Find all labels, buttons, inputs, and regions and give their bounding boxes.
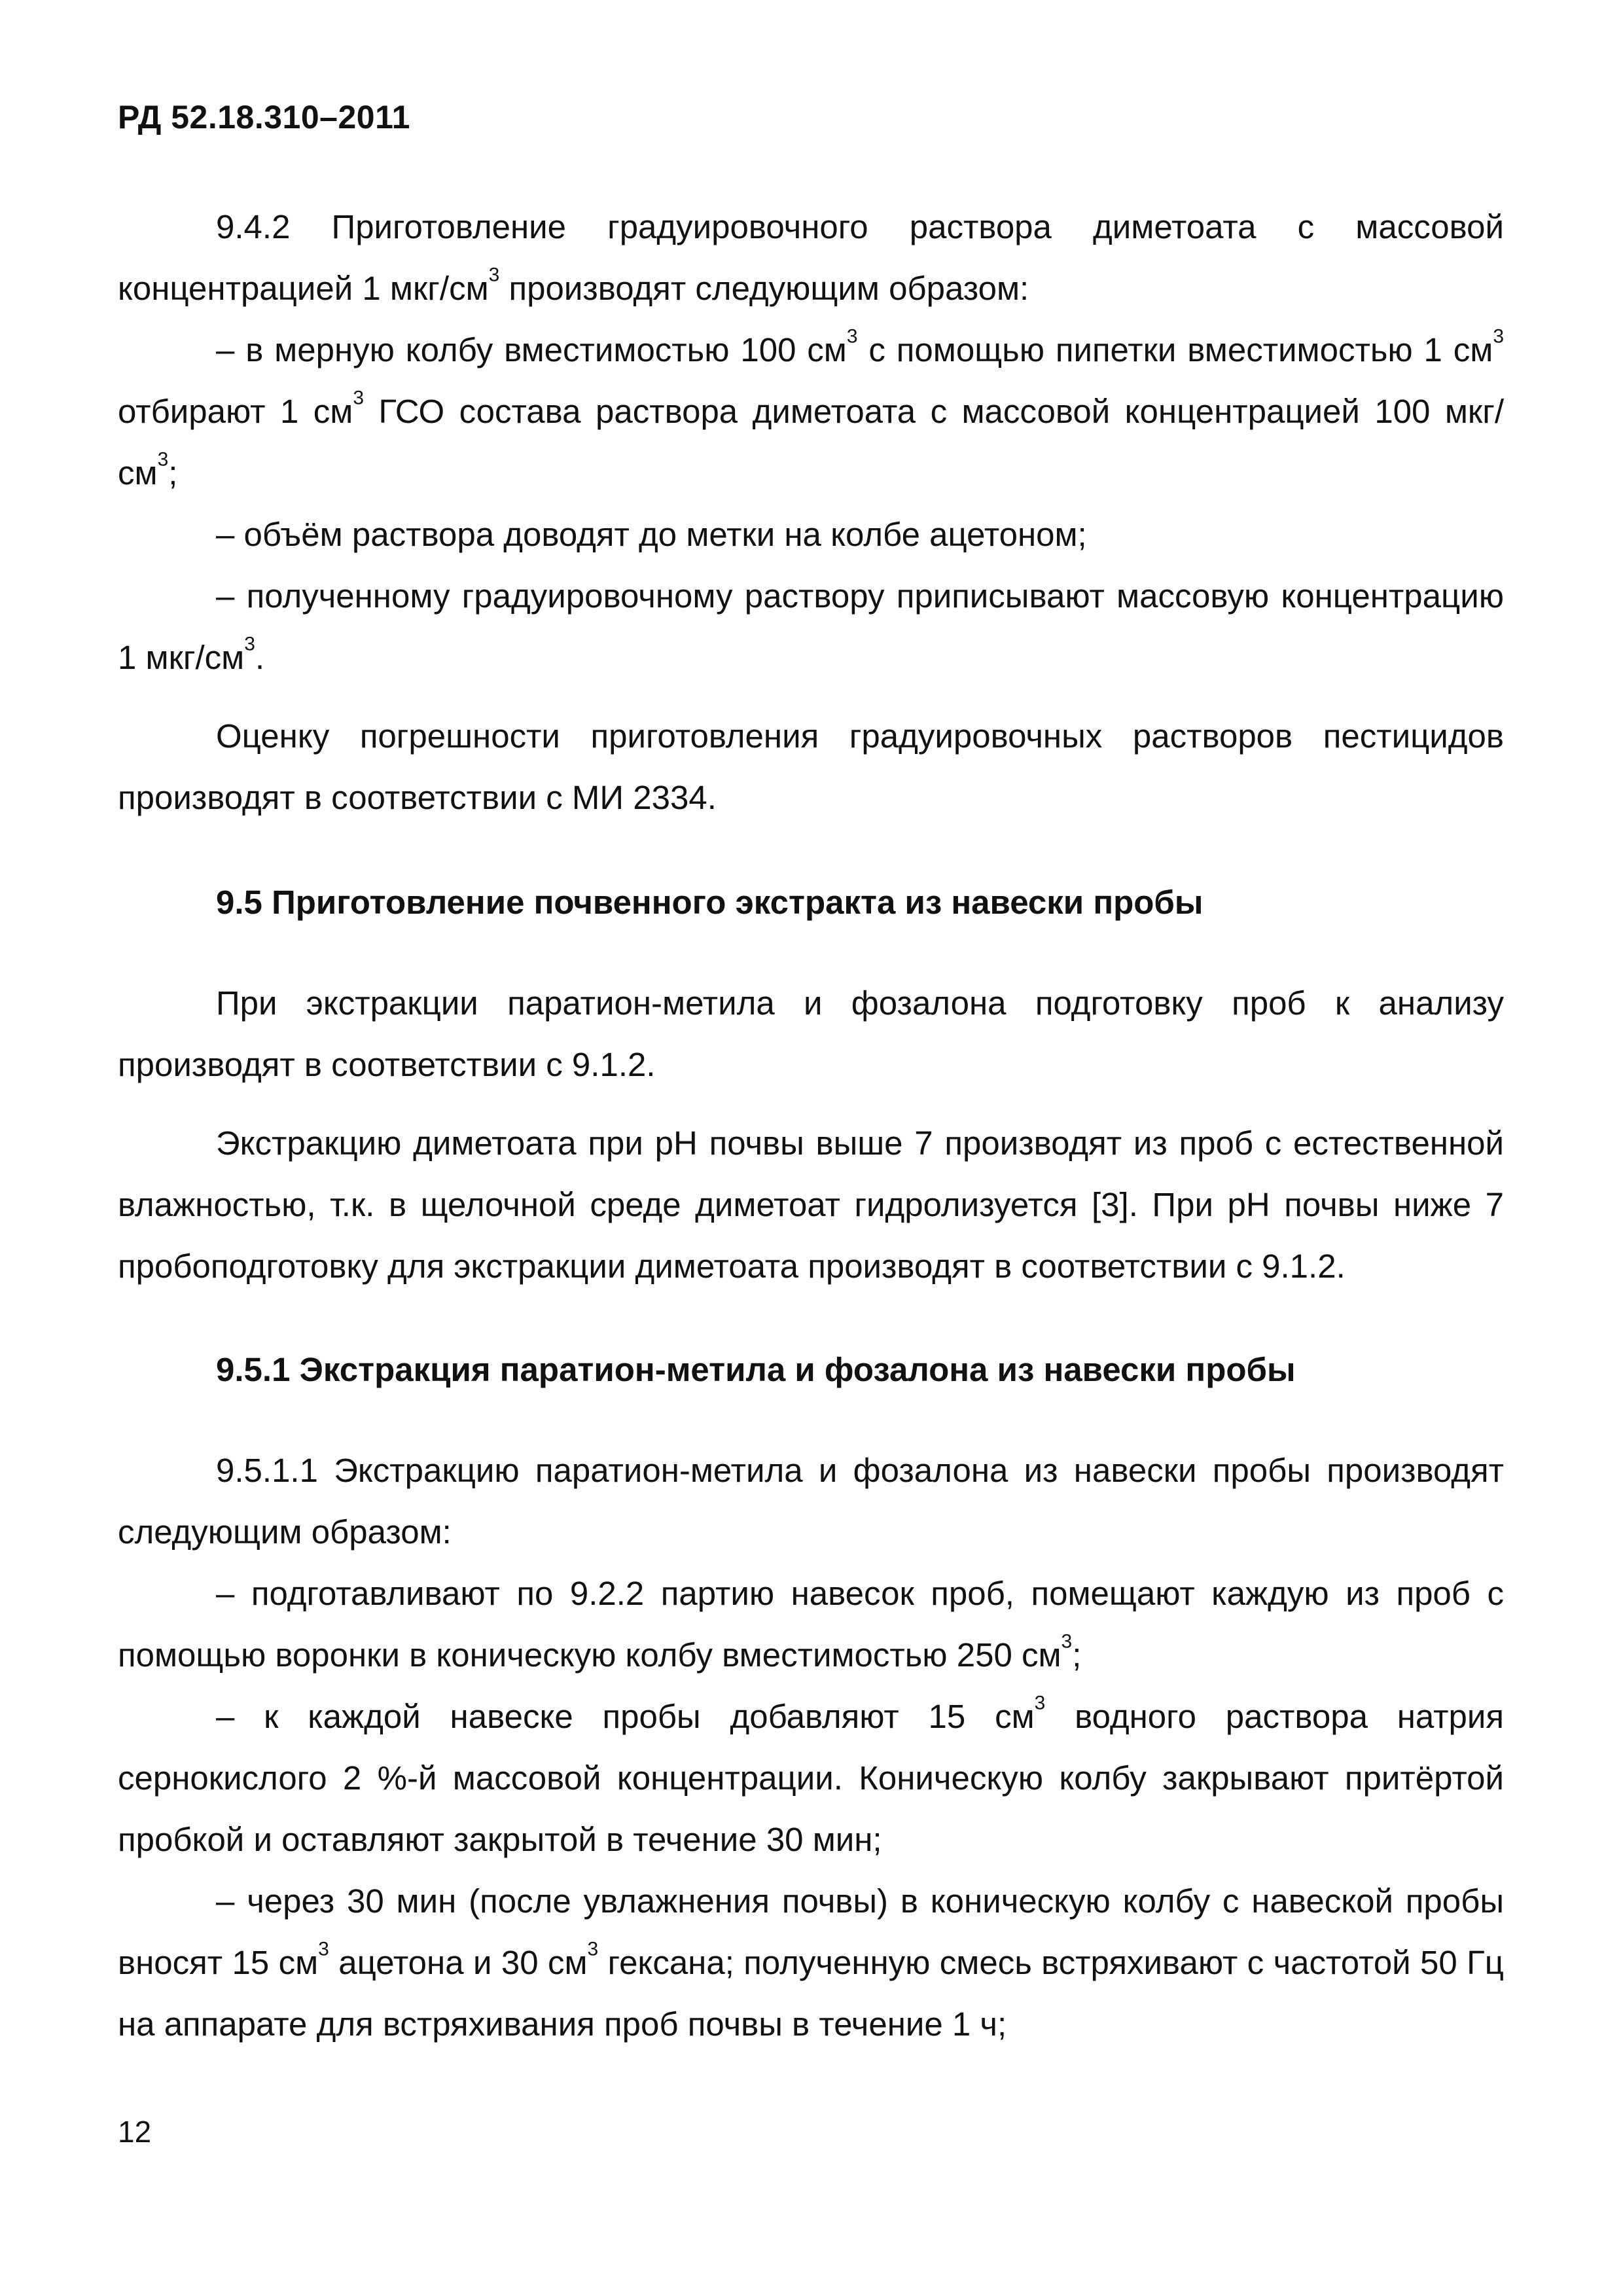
paragraph-9-4-2: 9.4.2 Приготовление градуировочного раствора диметоата с массовой концентрацией 1 мкг/$см^3$ производят следующим образом:	[118, 208, 1504, 307]
list-item-portions: – подготавливают по 9.2.2 партию навесок проб, помещают каждую из проб с помощью воронки в коническую колбу вместимостью 250 $см^3$;	[118, 1575, 1504, 1674]
list-item-sodium-sulfate: – к каждой навеске пробы добавляют 15 $см^3$ водного раствора натрия сернокислого 2 %-й массовой концентрации. Коническую колбу закрывают притёртой пробкой и оставляют закрытой в течение 30 мин;	[118, 1692, 1504, 1858]
paragraph-9-5-sample-prep: При экстракции паратион-метила и фозалона подготовку проб к анализу производят в соответствии с 9.1.2.	[118, 984, 1504, 1083]
list-item-pipette: – в мерную колбу вместимостью 100 $см^3$ с помощью пипетки вместимостью 1 $см^3$ отбирают 1 $см^3$ ГСО состава раствора диметоата с массовой концентрацией 100 мкг/$см^3$;	[118, 325, 1504, 492]
paragraph-9-5-1-1: 9.5.1.1 Экстракцию паратион-метила и фозалона из навески пробы производят следующим образом:	[118, 1452, 1504, 1551]
page-number: 12	[118, 2115, 152, 2149]
document-code-header: РД 52.18.310–2011	[118, 99, 410, 135]
page-body	[118, 196, 1504, 2055]
list-item-acetone-hexane: – через 30 мин (после увлажнения почвы) в коническую колбу с навеской пробы вносят 15 $см^3$ ацетона и 30 $см^3$ гексана; полученную смесь встряхивают с частотой 50 Гц на аппарате для встряхивания проб почвы в течение 1 ч;	[118, 1882, 1504, 2043]
list-item-concentration: – полученному градуировочному раствору приписывают массовую концентрацию 1 мкг/$см^3$.	[118, 577, 1504, 676]
paragraph-9-5-dimethoate: Экстракцию диметоата при pH почвы выше 7 производят из проб с естественной влажностью, т.к. в щелочной среде диметоат гидролизуется [3]. При pH почвы ниже 7 пробоподготовку для экстракции диметоата производят в соответствии с 9.1.2.	[118, 1124, 1504, 1285]
section-heading-9-5: 9.5 Приготовление почвенного экстракта из навески пробы	[216, 884, 1204, 921]
paragraph-error-estimation: Оценку погрешности приготовления градуировочных растворов пестицидов производят в соответствии с МИ 2334.	[118, 717, 1504, 816]
section-heading-9-5-1: 9.5.1 Экстракция паратион-метила и фозалона из навески пробы	[216, 1351, 1296, 1388]
list-item-volume: – объём раствора доводят до метки на колбе ацетоном;	[216, 516, 1087, 553]
